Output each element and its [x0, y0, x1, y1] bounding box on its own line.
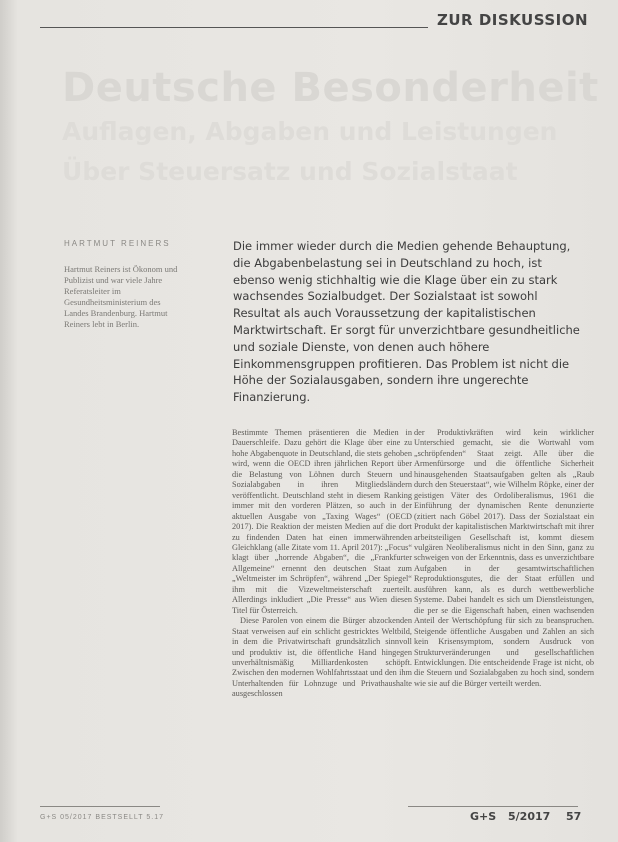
footer-running-text: G+S 05/2017 BESTSELLT 5.17: [40, 814, 164, 821]
body-paragraph: Bestimmte Themen präsentieren die Medien in Dauerschleife. Dazu gehört die Klage über eine zu hohe Abgabenquote in Deutschland, die stets gehoben wird, wenn die OECD ihren jährlichen Report über die Belastung von Löhnen durch Steuern und Sozialabgaben in ihren Mitgliedsländern veröffentlicht. Deutschland steht in diesem Ranking immer mit den vorderen Plätzen, so auch in der aktuellen Ausgabe von „Taxing Wages“ (OECD 2017). Die Reaktion der meisten Medien auf die dort zu findenden Daten hat einen immerwährenden Gleichklang (alle Zitate vom 11. April 2017): „Focus“ klagt über „horrende Abgaben“, die „Frankfurter Allgemeine“ ernennt den deutschen Staat zum „Weltmeister im Schröpfen“, während „Der Spiegel“ ihm mit die Vizeweltmeisterschaft zuerteilt. Allerdings inkludiert „Die Presse“ aus Wien diesen Titel für Österreich.: [232, 428, 412, 615]
footer-rule-left: [40, 806, 160, 807]
section-label: ZUR DISKUSSION: [437, 11, 589, 29]
footer-issue: 5/2017: [508, 810, 551, 823]
article-subtitle-line-1: Auflagen, Abgaben und Leistungen: [62, 117, 558, 146]
author-bio: Hartmut Reiners ist Ökonom und Publizist und war viele Jahre Referatsleiter im Gesundheitsministerium des Landes Brandenburg. Hartmut Reiners lebt in Berlin.: [64, 264, 178, 329]
header-rule: [40, 27, 428, 28]
lead-paragraph: Die immer wieder durch die Medien gehende Behauptung, die Abgabenbelastung sei in Deutschland zu hoch, ist ebenso wenig stichhaltig wie die Klage über ein zu stark wachsendes Sozialbudget. Der Sozialstaat ist sowohl Resultat als auch Voraussetzung der kapitalistischen Marktwirtschaft. Er sorgt für unverzichtbare gesundheitliche und soziale Dienste, von denen auch höhere Einkommensgruppen profitieren. Das Problem ist nicht die Höhe der Sozialausgaben, sondern ihre ungerechte Finanzierung.: [233, 239, 580, 405]
body-paragraph: Diese Parolen von einem die Bürger abzockenden Staat verweisen auf ein schlicht gestricktes Weltbild, in dem die Privatwirtschaft grundsätzlich sinnvoll und produktiv ist, die öffentliche Hand hingegen unverhältnismäßig Milliardenkosten schöpft. Zwischen den modernen Wohlfahrtsstaat und den ihm Unterhaltenden für Lohnzuge und Privathaushalte ausgeschlossen: [232, 616, 412, 699]
author-name: HARTMUT REINERS: [64, 239, 171, 248]
footer-rule-right: [408, 806, 578, 807]
body-paragraph: der Produktivkräften wird kein wirklicher Unterschied gemacht, sie die Wortwahl vom „schröpfenden“ Staat zeigt. Alle über die Armenfürsorge und die öffentliche Sicherheit hinausgehenden Staatsaufgaben gelten als „Raub durch den Steuerstaat“, wie Wilhelm Röpke, einer der geistigen Väter des Ordoliberalismus, 1961 die Einführung der dynamischen Rente denunzierte (zitiert nach Göbel 2017). Dass der Sozialstaat ein Produkt der kapitalistischen Marktwirtschaft mit ihrer arbeitsteiligen Gesellschaft ist, kommt diesem vulgären Neoliberalismus nicht in den Sinn, ganz zu schweigen von der Erkenntnis, dass es unverzichtbare Aufgaben in der gesamtwirtschaftlichen Reproduktionsgutes, die der Staat erfüllen und ausführen kann, als es durch wettbewerbliche Systeme. Dabei handelt es sich um Dienstleistungen, die per se die Eigenschaft haben, einen wachsenden Anteil der Wertschöpfung für sich zu beanspruchen. Steigende öffentliche Ausgaben und Zahlen an sich kein Krisensymptom, sondern Ausdruck von Strukturveränderungen und gesellschaftlichen Entwicklungen. Die entscheidende Frage ist nicht, ob die Steuern und Sozialabgaben zu hoch sind, sondern wie sie auf die Bürger verteilt werden.: [414, 428, 594, 688]
article-title: Deutsche Besonderheit: [62, 65, 599, 111]
body-column-right: [414, 428, 594, 689]
body-column-left: [232, 428, 412, 700]
page-number: 57: [566, 810, 582, 823]
article-subtitle-line-2: Über Steuersatz und Sozialstaat: [62, 157, 518, 186]
footer-brand: G+S: [470, 810, 497, 823]
